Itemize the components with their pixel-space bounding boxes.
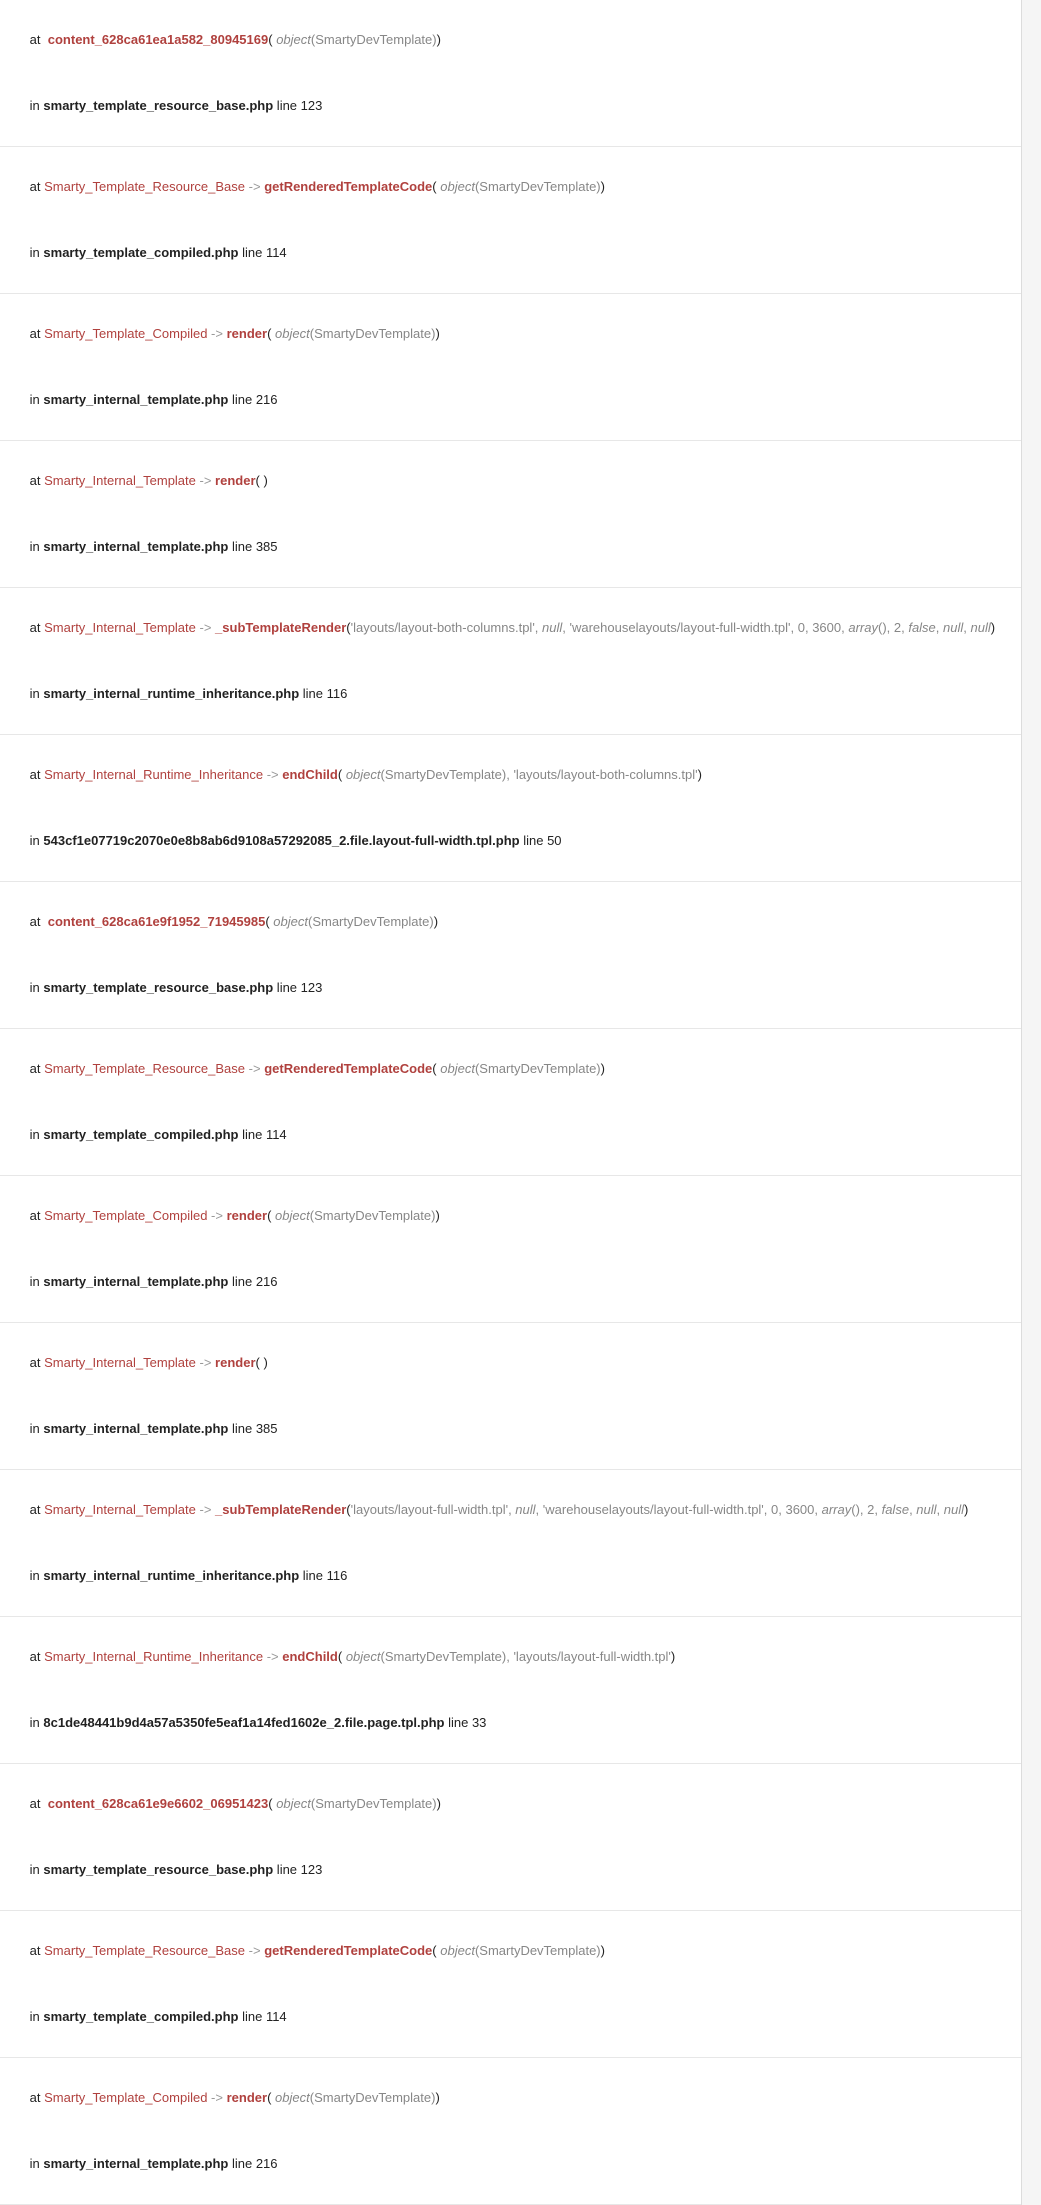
open-paren: ( bbox=[267, 2090, 272, 2105]
line-number: 216 bbox=[255, 1274, 278, 1289]
trace-arguments: object(SmartyDevTemplate) bbox=[275, 326, 436, 341]
trace-method: endChild bbox=[282, 1649, 338, 1664]
trace-location-line bbox=[8, 1102, 1011, 1168]
file-name: smarty_internal_template.php bbox=[43, 392, 229, 407]
in-label: in bbox=[29, 2009, 44, 2024]
close-paren: ) bbox=[433, 914, 439, 929]
arrow-separator: -> bbox=[245, 1061, 265, 1076]
close-paren: ) bbox=[964, 1502, 969, 1517]
trace-arguments: object(SmartyDevTemplate) bbox=[275, 1208, 436, 1223]
trace-call-line bbox=[8, 889, 1011, 955]
line-number: 114 bbox=[265, 1127, 287, 1142]
at-label: at bbox=[29, 620, 45, 635]
trace-call-line bbox=[8, 2065, 1011, 2131]
trace-frame bbox=[0, 1911, 1021, 2058]
file-name: smarty_internal_runtime_inheritance.php bbox=[43, 1568, 300, 1583]
trace-location-line bbox=[8, 1837, 1011, 1903]
line-label: line bbox=[228, 392, 256, 407]
file-name: 8c1de48441b9d4a57a5350fe5eaf1a14fed1602e_2.file.page.tpl.php bbox=[43, 1715, 445, 1730]
file-name: smarty_template_compiled.php bbox=[43, 245, 239, 260]
trace-call-line bbox=[8, 742, 1011, 808]
at-label: at bbox=[29, 32, 45, 47]
trace-frame bbox=[0, 588, 1021, 735]
arrow-separator: -> bbox=[263, 767, 283, 782]
open-paren: ( bbox=[267, 326, 272, 341]
line-number: 114 bbox=[265, 245, 287, 260]
trace-call-line bbox=[8, 1771, 1011, 1837]
trace-method: _subTemplateRender bbox=[215, 620, 347, 635]
at-label: at bbox=[29, 1796, 45, 1811]
trace-method: getRenderedTemplateCode bbox=[264, 1061, 433, 1076]
line-number: 33 bbox=[471, 1715, 487, 1730]
trace-frame bbox=[0, 441, 1021, 588]
line-number: 385 bbox=[255, 539, 278, 554]
file-name: smarty_internal_runtime_inheritance.php bbox=[43, 686, 300, 701]
trace-class: Smarty_Internal_Runtime_Inheritance bbox=[44, 767, 264, 782]
trace-method: getRenderedTemplateCode bbox=[264, 179, 433, 194]
trace-method: render bbox=[226, 326, 268, 341]
close-paren: ) bbox=[435, 326, 440, 341]
close-paren: ) bbox=[670, 1649, 676, 1664]
trace-class: Smarty_Internal_Template bbox=[44, 473, 196, 488]
trace-frame bbox=[0, 2058, 1021, 2205]
line-number: 50 bbox=[547, 833, 562, 848]
trace-call-line bbox=[8, 595, 1011, 661]
trace-class: Smarty_Internal_Runtime_Inheritance bbox=[44, 1649, 264, 1664]
close-paren: ) bbox=[436, 32, 441, 47]
at-label: at bbox=[29, 326, 45, 341]
trace-location-line bbox=[8, 1543, 1011, 1609]
file-name: smarty_internal_template.php bbox=[43, 2156, 229, 2171]
trace-location-line bbox=[8, 367, 1011, 433]
open-paren: ( bbox=[337, 767, 343, 782]
in-label: in bbox=[29, 1568, 44, 1583]
file-name: smarty_template_compiled.php bbox=[43, 1127, 239, 1142]
trace-call-line bbox=[8, 448, 1011, 514]
line-label: line bbox=[228, 539, 256, 554]
trace-arguments: object(SmartyDevTemplate) bbox=[276, 32, 437, 47]
in-label: in bbox=[29, 1421, 44, 1436]
trace-call-line bbox=[8, 1036, 1011, 1102]
in-label: in bbox=[29, 1274, 44, 1289]
line-label: line bbox=[228, 2156, 256, 2171]
line-label: line bbox=[238, 245, 266, 260]
line-label: line bbox=[519, 833, 548, 848]
in-label: in bbox=[29, 98, 44, 113]
trace-method: render bbox=[215, 473, 256, 488]
trace-location-line bbox=[8, 1690, 1011, 1756]
open-paren: ( bbox=[268, 32, 273, 47]
trace-arguments: object(SmartyDevTemplate) bbox=[273, 914, 434, 929]
trace-method: _subTemplateRender bbox=[215, 1502, 347, 1517]
line-label: line bbox=[273, 98, 301, 113]
trace-call-line bbox=[8, 1330, 1011, 1396]
trace-call-line bbox=[8, 301, 1011, 367]
trace-class: Smarty_Template_Resource_Base bbox=[44, 1943, 246, 1958]
file-name: smarty_template_resource_base.php bbox=[43, 98, 274, 113]
trace-method: content_628ca61e9f1952_71945985 bbox=[47, 914, 266, 929]
in-label: in bbox=[29, 980, 44, 995]
line-label: line bbox=[238, 2009, 266, 2024]
at-label: at bbox=[29, 1943, 45, 1958]
close-paren: ) bbox=[436, 1796, 441, 1811]
file-name: smarty_internal_template.php bbox=[43, 1421, 229, 1436]
trace-frame bbox=[0, 1323, 1021, 1470]
close-paren: ) bbox=[263, 473, 268, 488]
trace-location-line bbox=[8, 220, 1011, 286]
arrow-separator: -> bbox=[195, 1355, 216, 1370]
trace-call-line bbox=[8, 7, 1011, 73]
open-paren: ( bbox=[432, 1943, 437, 1958]
open-paren: ( bbox=[255, 473, 260, 488]
line-label: line bbox=[299, 1568, 327, 1583]
open-paren: ( bbox=[432, 1061, 437, 1076]
trace-call-line bbox=[8, 1918, 1011, 1984]
trace-frame bbox=[0, 1176, 1021, 1323]
in-label: in bbox=[29, 245, 44, 260]
file-name: 543cf1e07719c2070e0e8b8ab6d9108a57292085_2.file.layout-full-width.tpl.php bbox=[43, 833, 520, 848]
line-label: line bbox=[444, 1715, 472, 1730]
trace-frame bbox=[0, 1470, 1021, 1617]
at-label: at bbox=[29, 1649, 45, 1664]
trace-call-line bbox=[8, 1183, 1011, 1249]
trace-class: Smarty_Template_Compiled bbox=[44, 326, 208, 341]
file-name: smarty_internal_template.php bbox=[43, 539, 229, 554]
arrow-separator: -> bbox=[195, 620, 216, 635]
arrow-separator: -> bbox=[245, 179, 265, 194]
trace-class: Smarty_Template_Resource_Base bbox=[44, 1061, 246, 1076]
trace-class: Smarty_Internal_Template bbox=[44, 1355, 196, 1370]
line-number: 116 bbox=[326, 686, 348, 701]
line-label: line bbox=[238, 1127, 266, 1142]
line-label: line bbox=[273, 980, 301, 995]
line-label: line bbox=[299, 686, 327, 701]
open-paren: ( bbox=[255, 1355, 260, 1370]
at-label: at bbox=[29, 1208, 45, 1223]
line-label: line bbox=[228, 1274, 256, 1289]
close-paren: ) bbox=[990, 620, 996, 635]
in-label: in bbox=[29, 392, 44, 407]
trace-method: render bbox=[226, 1208, 268, 1223]
line-number: 216 bbox=[255, 392, 278, 407]
at-label: at bbox=[29, 473, 45, 488]
arrow-separator: -> bbox=[207, 2090, 227, 2105]
trace-location-line bbox=[8, 1396, 1011, 1462]
in-label: in bbox=[29, 2156, 44, 2171]
file-name: smarty_template_resource_base.php bbox=[43, 980, 274, 995]
line-number: 385 bbox=[255, 1421, 278, 1436]
arrow-separator: -> bbox=[207, 1208, 227, 1223]
line-number: 114 bbox=[265, 2009, 287, 2024]
at-label: at bbox=[29, 1355, 45, 1370]
line-number: 116 bbox=[326, 1568, 348, 1583]
in-label: in bbox=[29, 1127, 44, 1142]
line-number: 123 bbox=[300, 98, 323, 113]
trace-class: Smarty_Template_Resource_Base bbox=[44, 179, 246, 194]
close-paren: ) bbox=[697, 767, 702, 782]
trace-arguments: object(SmartyDevTemplate) bbox=[275, 2090, 436, 2105]
line-number: 123 bbox=[300, 980, 323, 995]
trace-location-line bbox=[8, 514, 1011, 580]
trace-class: Smarty_Internal_Template bbox=[44, 620, 196, 635]
trace-call-line bbox=[8, 154, 1011, 220]
trace-class: Smarty_Template_Compiled bbox=[44, 2090, 208, 2105]
trace-class: Smarty_Template_Compiled bbox=[44, 1208, 208, 1223]
trace-arguments: object(SmartyDevTemplate), 'layouts/layout-full-width.tpl' bbox=[345, 1649, 671, 1664]
trace-frame bbox=[0, 882, 1021, 1029]
at-label: at bbox=[29, 179, 45, 194]
open-paren: ( bbox=[268, 1796, 273, 1811]
trace-frame bbox=[0, 1764, 1021, 1911]
open-paren: ( bbox=[337, 1649, 343, 1664]
in-label: in bbox=[29, 1862, 44, 1877]
trace-frame bbox=[0, 0, 1021, 147]
trace-method: endChild bbox=[282, 767, 338, 782]
open-paren: ( bbox=[432, 179, 437, 194]
trace-frame bbox=[0, 1617, 1021, 1764]
arrow-separator: -> bbox=[207, 326, 227, 341]
at-label: at bbox=[29, 914, 45, 929]
line-number: 123 bbox=[300, 1862, 323, 1877]
file-name: smarty_template_resource_base.php bbox=[43, 1862, 274, 1877]
trace-frame bbox=[0, 735, 1021, 882]
trace-class: Smarty_Internal_Template bbox=[44, 1502, 196, 1517]
close-paren: ) bbox=[600, 179, 605, 194]
trace-method: render bbox=[215, 1355, 256, 1370]
file-name: smarty_internal_template.php bbox=[43, 1274, 229, 1289]
trace-location-line bbox=[8, 73, 1011, 139]
line-number: 216 bbox=[255, 2156, 278, 2171]
trace-frame bbox=[0, 294, 1021, 441]
trace-method: content_628ca61e9e6602_06951423 bbox=[47, 1796, 269, 1811]
open-paren: ( bbox=[346, 620, 351, 635]
trace-arguments: 'layouts/layout-both-columns.tpl', null, 'warehouselayouts/layout-full-width.tpl', 0, 3600, array(), 2, false, null, null bbox=[350, 620, 991, 635]
close-paren: ) bbox=[600, 1061, 605, 1076]
trace-frame bbox=[0, 1029, 1021, 1176]
at-label: at bbox=[29, 2090, 45, 2105]
arrow-separator: -> bbox=[263, 1649, 283, 1664]
file-name: smarty_template_compiled.php bbox=[43, 2009, 239, 2024]
in-label: in bbox=[29, 1715, 44, 1730]
open-paren: ( bbox=[265, 914, 270, 929]
close-paren: ) bbox=[600, 1943, 605, 1958]
trace-method: getRenderedTemplateCode bbox=[264, 1943, 433, 1958]
trace-location-line bbox=[8, 1249, 1011, 1315]
trace-arguments: 'layouts/layout-full-width.tpl', null, 'warehouselayouts/layout-full-width.tpl', 0, 3600, array(), 2, false, null, null bbox=[350, 1502, 965, 1517]
in-label: in bbox=[29, 539, 44, 554]
line-label: line bbox=[228, 1421, 256, 1436]
close-paren: ) bbox=[435, 2090, 440, 2105]
open-paren: ( bbox=[267, 1208, 272, 1223]
close-paren: ) bbox=[263, 1355, 268, 1370]
trace-location-line bbox=[8, 1984, 1011, 2050]
arrow-separator: -> bbox=[195, 1502, 216, 1517]
trace-method: render bbox=[226, 2090, 268, 2105]
arrow-separator: -> bbox=[195, 473, 216, 488]
at-label: at bbox=[29, 1502, 45, 1517]
trace-frame bbox=[0, 147, 1021, 294]
trace-method: content_628ca61ea1a582_80945169 bbox=[47, 32, 269, 47]
trace-location-line bbox=[8, 808, 1011, 874]
at-label: at bbox=[29, 1061, 45, 1076]
trace-location-line bbox=[8, 955, 1011, 1021]
trace-arguments: object(SmartyDevTemplate) bbox=[440, 1943, 601, 1958]
in-label: in bbox=[29, 833, 44, 848]
trace-call-line bbox=[8, 1624, 1011, 1690]
trace-location-line bbox=[8, 661, 1011, 727]
trace-arguments: object(SmartyDevTemplate) bbox=[440, 179, 601, 194]
in-label: in bbox=[29, 686, 44, 701]
arrow-separator: -> bbox=[245, 1943, 265, 1958]
open-paren: ( bbox=[346, 1502, 351, 1517]
line-label: line bbox=[273, 1862, 301, 1877]
trace-arguments: object(SmartyDevTemplate), 'layouts/layout-both-columns.tpl' bbox=[345, 767, 698, 782]
at-label: at bbox=[29, 767, 45, 782]
trace-arguments: object(SmartyDevTemplate) bbox=[276, 1796, 437, 1811]
trace-call-line bbox=[8, 1477, 1011, 1543]
trace-arguments: object(SmartyDevTemplate) bbox=[440, 1061, 601, 1076]
trace-location-line bbox=[8, 2131, 1011, 2197]
close-paren: ) bbox=[435, 1208, 440, 1223]
